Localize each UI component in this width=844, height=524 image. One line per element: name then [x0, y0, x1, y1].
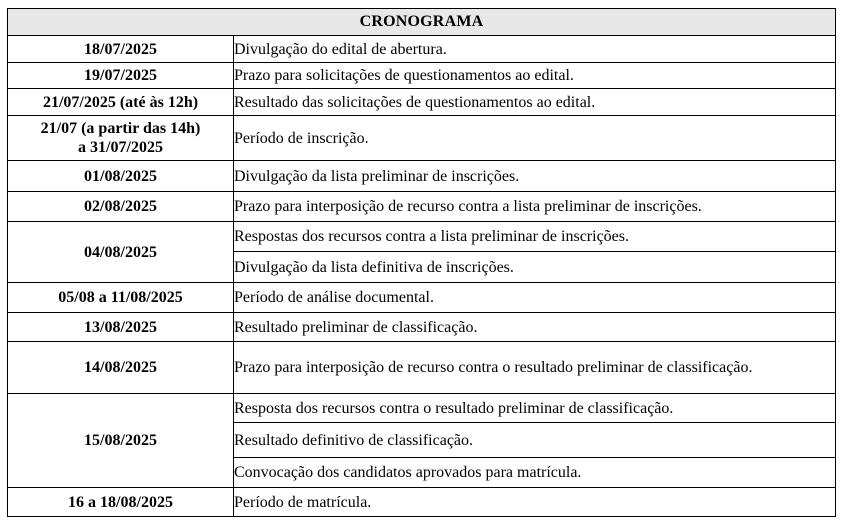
event-cell: Divulgação da lista definitiva de inscrições. [234, 252, 836, 283]
event-cell: Respostas dos recursos contra a lista preliminar de inscrições. [234, 222, 836, 252]
event-cell: Prazo para solicitações de questionamentos ao edital. [234, 63, 836, 89]
schedule-table [7, 8, 836, 517]
date-cell: 02/08/2025 [8, 192, 234, 222]
event-cell: Prazo para interposição de recurso contra a lista preliminar de inscrições. [234, 192, 836, 222]
date-cell [8, 116, 234, 161]
table-row [8, 222, 836, 252]
table-title: CRONOGRAMA [8, 9, 836, 36]
event-cell: Período de matrícula. [234, 488, 836, 517]
table-row [8, 89, 836, 116]
table-row [8, 283, 836, 313]
table-row [8, 192, 836, 222]
date-cell: 19/07/2025 [8, 63, 234, 89]
event-cell: Resultado preliminar de classificação. [234, 313, 836, 342]
event-cell: Divulgação da lista preliminar de inscrições. [234, 161, 836, 192]
date-cell: 16 a 18/08/2025 [8, 488, 234, 517]
event-cell: Prazo para interposição de recurso contra o resultado preliminar de classificação. [234, 342, 836, 394]
table-row [8, 161, 836, 192]
event-cell: Resultado das solicitações de questionamentos ao edital. [234, 89, 836, 116]
event-cell: Período de inscrição. [234, 116, 836, 161]
date-line: 21/07 (a partir das 14h) [40, 120, 201, 137]
table-row [8, 342, 836, 394]
event-cell: Resposta dos recursos contra o resultado preliminar de classificação. [234, 394, 836, 423]
event-cell: Convocação dos candidatos aprovados para matrícula. [234, 458, 836, 488]
date-cell: 21/07/2025 (até às 12h) [8, 89, 234, 116]
event-cell: Resultado definitivo de classificação. [234, 423, 836, 458]
date-cell: 15/08/2025 [8, 394, 234, 488]
date-cell: 13/08/2025 [8, 313, 234, 342]
table-row [8, 488, 836, 517]
date-cell: 14/08/2025 [8, 342, 234, 394]
table-header-row [8, 9, 836, 36]
table-row [8, 313, 836, 342]
table-row [8, 63, 836, 89]
table-row [8, 36, 836, 63]
table-row [8, 394, 836, 423]
date-line: a 31/07/2025 [78, 139, 163, 156]
table-row [8, 116, 836, 161]
date-cell: 18/07/2025 [8, 36, 234, 63]
event-cell: Período de análise documental. [234, 283, 836, 313]
date-cell: 05/08 a 11/08/2025 [8, 283, 234, 313]
date-cell: 01/08/2025 [8, 161, 234, 192]
event-cell: Divulgação do edital de abertura. [234, 36, 836, 63]
date-cell: 04/08/2025 [8, 222, 234, 283]
